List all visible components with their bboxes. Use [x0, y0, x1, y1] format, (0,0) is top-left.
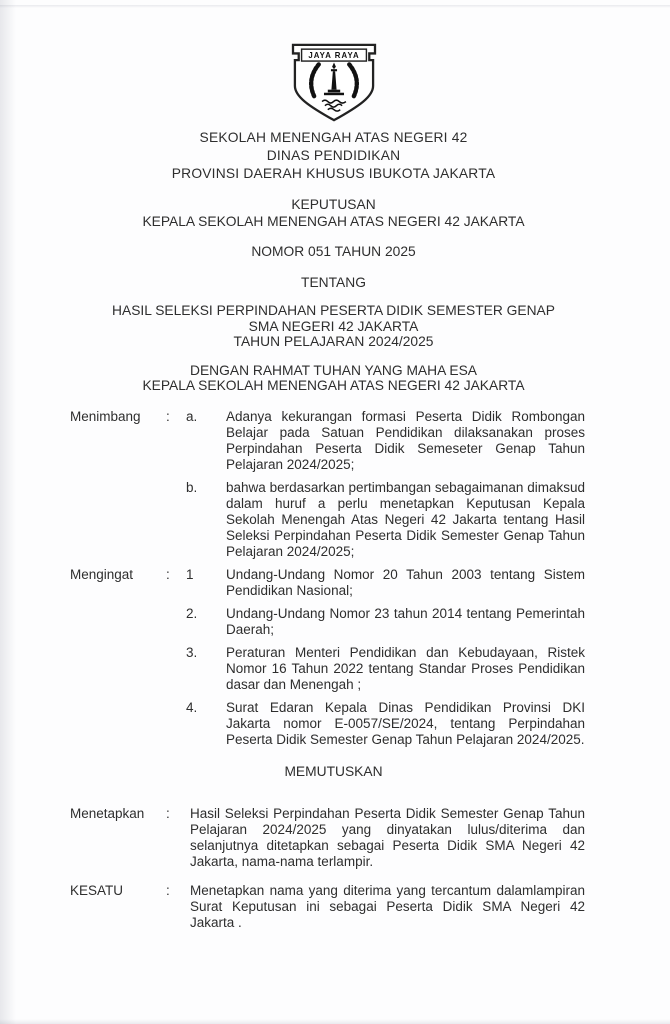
item-text: Peraturan Menteri Pendidikan dan Kebudayaan, Ristek Nomor 16 Tahun 2022 tentang Standar Proses Pendidikan dasar dan Menengah ; — [226, 644, 585, 692]
mengingat-colon: : — [166, 566, 170, 582]
kesatu-colon: : — [166, 882, 170, 898]
subject-line-1: HASIL SELEKSI PERPINDAHAN PESERTA DIDIK SEMESTER GENAP — [112, 303, 555, 318]
mengingat-item-4 — [186, 700, 585, 748]
item-text: bahwa berdasarkan pertimbangan sebagaimanan dimaksud dalam huruf a perlu menetapkan Keputusan Kepala Sekolah Menengah Atas Negeri 42 Jakarta tentang Hasil Seleksi Perpindahan Peserta Didik Semester Genap Tahun Pelajaran 2024/2025; — [226, 479, 585, 559]
item-text: Undang-Undang Nomor 20 Tahun 2003 tentang Sistem Pendidikan Nasional; — [226, 566, 585, 598]
item-text: Surat Edaran Kepala Dinas Pendidikan Provinsi DKI Jakarta nomor E-0057/SE/2024, tentang Perpindahan Peserta Didik Semester Genap Tahun Pelajaran 2024/2025. — [226, 699, 585, 747]
mengingat-section — [70, 567, 585, 748]
decree-authority: KEPALA SEKOLAH MENENGAH ATAS NEGERI 42 JAKARTA — [142, 214, 525, 229]
item-marker: 3. — [186, 644, 198, 660]
province-name: PROVINSI DAERAH KHUSUS IBUKOTA JAKARTA — [171, 166, 496, 181]
menetapkan-colon: : — [166, 805, 170, 821]
tentang-label: TENTANG — [301, 275, 366, 290]
decree-subject — [76, 303, 591, 350]
mengingat-item-1 — [186, 567, 585, 599]
menimbang-item-b — [186, 480, 585, 560]
item-text: Adanya kekurangan formasi Peserta Didik Rombongan Belajar pada Satuan Pendidikan dilaksanakan proses Perpindahan Peserta Didik Semeseter Genap Tahun Pelajaran 2024/2025; — [226, 408, 585, 472]
decisions — [70, 806, 585, 931]
jakarta-coat-of-arms-icon — [285, 42, 383, 124]
kesatu-clause — [70, 883, 585, 931]
item-marker: 4. — [186, 699, 198, 715]
menetapkan-text: Hasil Seleksi Perpindahan Peserta Didik Semester Genap Tahun Pelajaran 2024/2025 yang dinyatakan lulus/diterima dan selanjutnya ditetapkan sebagai Peserta Didik SMA Negeri 42 Jakarta, nama-nama terlampir. — [190, 805, 585, 869]
mengingat-item-3 — [186, 645, 585, 693]
menimbang-colon: : — [166, 408, 170, 424]
subject-line-2: SMA NEGERI 42 JAKARTA — [248, 318, 419, 334]
menimbang-item-a — [186, 409, 585, 473]
subject-line-3: TAHUN PELAJARAN 2024/2025 — [233, 334, 434, 349]
item-marker: 2. — [186, 605, 198, 621]
letterhead-logo-row — [76, 42, 591, 124]
mengingat-label: Mengingat — [70, 566, 134, 582]
scan-edge-bottom — [0, 1019, 670, 1024]
decree-number: NOMOR 051 TAHUN 2025 — [251, 244, 416, 259]
menetapkan-clause — [70, 806, 585, 870]
department-name: DINAS PENDIDIKAN — [266, 148, 401, 163]
item-marker: b. — [186, 479, 198, 495]
decree-heading-block — [76, 196, 591, 230]
letterhead — [76, 129, 591, 183]
item-marker: a. — [186, 408, 198, 424]
item-text: Undang-Undang Nomor 23 tahun 2014 tentang Pemerintah Daerah; — [226, 605, 585, 637]
scan-edge-left — [0, 0, 16, 1024]
item-marker: 1 — [186, 566, 194, 582]
invocation-block — [76, 363, 591, 394]
logo-banner-text: JAYA RAYA — [307, 51, 360, 61]
memutuskan-heading: MEMUTUSKAN — [284, 763, 383, 779]
menetapkan-label: Menetapkan — [70, 805, 145, 821]
menimbang-label: Menimbang — [70, 408, 141, 424]
decree-heading: KEPUTUSAN — [291, 197, 376, 212]
kesatu-label: KESATU — [70, 882, 124, 898]
mengingat-item-2 — [186, 606, 585, 638]
school-name: SEKOLAH MENENGAH ATAS NEGERI 42 — [199, 130, 468, 145]
kesatu-text: Menetapkan nama yang diterima yang tercantum dalamlampiran Surat Keputusan ini sebagai Peserta Didik SMA Negeri 42 Jakarta . — [190, 882, 585, 930]
issuer-line: KEPALA SEKOLAH MENENGAH ATAS NEGERI 42 JAKARTA — [142, 378, 525, 393]
menimbang-section — [70, 409, 585, 560]
clauses — [70, 409, 585, 748]
invocation-line: DENGAN RAHMAT TUHAN YANG MAHA ESA — [190, 362, 477, 378]
scan-edge-top — [0, 5, 670, 8]
